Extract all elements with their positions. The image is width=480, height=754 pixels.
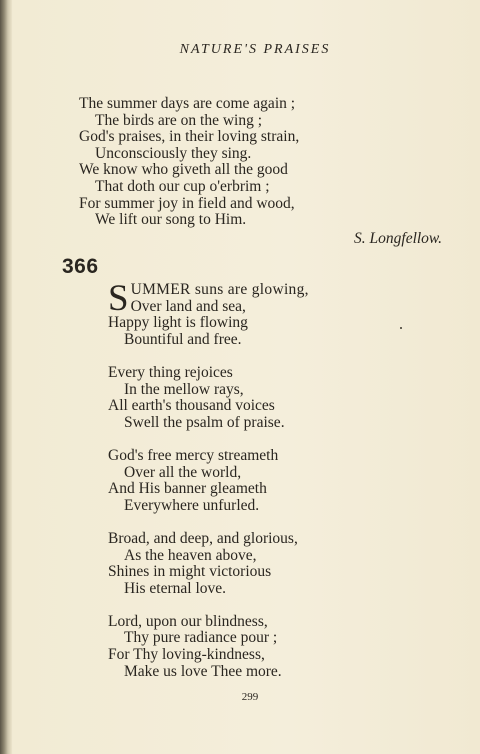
hymn-line: Happy light is flowing bbox=[108, 314, 248, 332]
hymn-line: Make us love Thee more. bbox=[124, 662, 282, 680]
hymn-text bbox=[108, 278, 309, 697]
poem-attribution: S. Longfellow. bbox=[354, 230, 442, 247]
hymn-line: And His banner gleameth bbox=[108, 480, 267, 498]
hymn-line: As the heaven above, bbox=[124, 546, 257, 564]
poem-line: The birds are on the wing ; bbox=[95, 111, 263, 129]
stanza bbox=[108, 614, 298, 680]
poem-line: For summer joy in field and wood, bbox=[79, 194, 295, 212]
hymn-line: Shines in might victorious bbox=[108, 563, 272, 581]
poem-line: The summer days are come again ; bbox=[79, 95, 296, 112]
stanza bbox=[108, 365, 298, 431]
hymn-line: Bountiful and free. bbox=[124, 330, 242, 348]
hymn-line: Broad, and deep, and glorious, bbox=[108, 529, 298, 547]
hymn-number: 366 bbox=[62, 255, 99, 278]
page-gutter bbox=[0, 0, 12, 754]
hymn-line: UMMER suns are glowing, bbox=[130, 281, 309, 298]
poem-line: Unconsciously they sing. bbox=[95, 144, 252, 162]
poem-line: God's praises, in their loving strain, bbox=[79, 128, 300, 146]
poem-line: We lift our song to Him. bbox=[95, 211, 247, 229]
hymn-line: All earth's thousand voices bbox=[108, 397, 275, 415]
poem-line: We know who giveth all the good bbox=[79, 161, 288, 179]
ink-speck bbox=[400, 327, 402, 329]
hymn-line: God's free mercy streameth bbox=[108, 446, 279, 464]
hymn-line: For Thy loving-kindness, bbox=[108, 646, 265, 664]
drop-cap: S bbox=[108, 278, 129, 319]
hymn-line: Everywhere unfurled. bbox=[124, 496, 260, 514]
hymn-line: Every thing rejoices bbox=[108, 363, 233, 381]
hymn-line: Swell the psalm of praise. bbox=[124, 413, 285, 431]
hymn-line: In the mellow rays, bbox=[124, 380, 244, 398]
running-head: NATURE'S PRAISES bbox=[179, 42, 331, 57]
stanza bbox=[108, 531, 298, 597]
intro-poem bbox=[79, 96, 299, 229]
hymn-line: Lord, upon our blindness, bbox=[108, 612, 268, 630]
poem-line: That doth our cup o'erbrim ; bbox=[95, 177, 270, 195]
hymn-line: Over all the world, bbox=[124, 463, 242, 481]
page-number: 299 bbox=[241, 691, 259, 703]
stanza bbox=[108, 278, 309, 348]
hymn-line: His eternal love. bbox=[124, 579, 227, 597]
hymn-line: Thy pure radiance pour ; bbox=[124, 629, 278, 647]
hymn-line: Over land and sea, bbox=[130, 297, 246, 315]
stanza bbox=[108, 448, 298, 514]
